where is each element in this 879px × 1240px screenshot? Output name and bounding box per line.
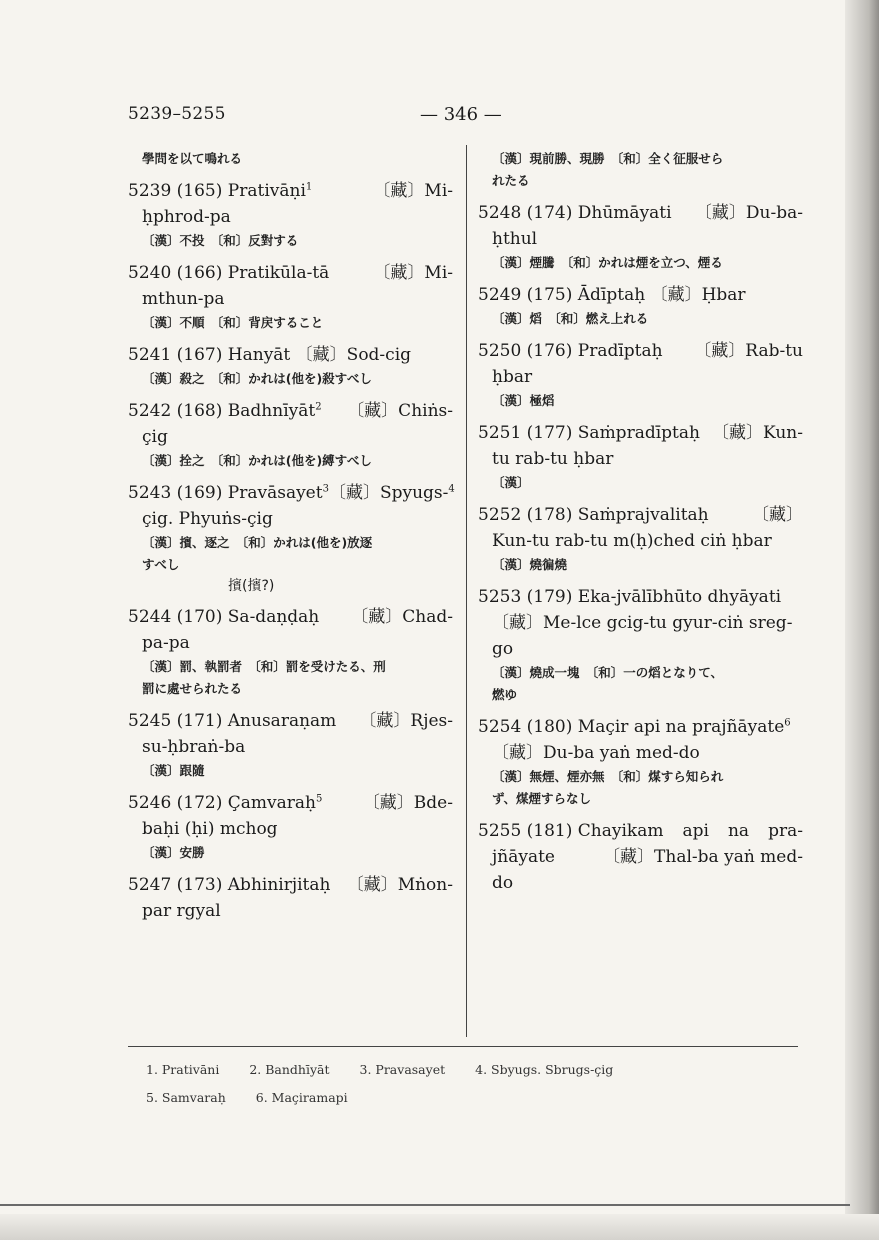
headword-word: na	[727, 821, 750, 841]
tibetan-text: Kun-tu rab-tu m(ḥ)ched ciṅ ḥbar	[492, 531, 772, 551]
tibetan-label: 〔藏〕Mṅon-	[346, 875, 453, 895]
tibetan-label: 〔藏〕Chad-	[351, 607, 453, 627]
jp-text: 〔漢〕極熖	[492, 393, 555, 408]
jp-text: すべし	[142, 557, 180, 572]
entry-5251	[478, 420, 806, 494]
entry-5254	[478, 714, 806, 810]
jp-text: 〔漢〕罰、執罰者 〔和〕罰を受けたる、刑	[142, 659, 386, 674]
footnote: 1. Prativāni	[146, 1062, 220, 1077]
headword: 5242 (168) Badhnīyāt	[128, 401, 316, 421]
tibetan-text: go	[492, 639, 514, 659]
footnote-ref: 4	[448, 483, 455, 495]
tibetan-text: ḥbar	[492, 367, 533, 387]
entry-5239	[128, 178, 456, 252]
headword-word: pra-	[768, 821, 803, 841]
tibetan-label: 〔藏〕Chiṅs-	[347, 401, 453, 421]
handwritten-note: 擯(擯?)	[228, 578, 275, 594]
page-edge-shadow	[845, 0, 879, 1240]
jp-text: 〔漢〕熖 〔和〕燃え上れる	[492, 311, 649, 326]
tibetan-text: par rgyal	[142, 901, 221, 921]
jp-text: 〔漢〕	[492, 475, 530, 490]
headword: 5250 (176) Pradīptaḥ	[478, 341, 663, 361]
footnote: 4. Sbyugs. Sbrugs-çig	[475, 1062, 614, 1077]
tibetan-label: 〔藏〕Spyugs-	[328, 483, 449, 503]
headword: 5251 (177) Saṁpradīptaḥ	[478, 423, 700, 443]
footnote-ref: 5	[316, 793, 323, 805]
entry-range-header: 5239–5255	[128, 104, 226, 124]
jp-text: 〔漢〕不順 〔和〕背戻すること	[142, 315, 324, 330]
page-number: — 346 —	[420, 104, 502, 125]
footnote-ref: 1	[305, 181, 313, 193]
headword: 5246 (172) Çamvaraḥ	[128, 793, 316, 813]
tibetan-label: 〔藏〕Mi-	[373, 263, 453, 283]
tibetan-text: çig. Phyuṅs-çig	[142, 509, 273, 529]
entry-5255	[478, 818, 806, 896]
tibetan-text: do	[492, 873, 514, 893]
entry-5247	[128, 872, 456, 924]
headword: 5244 (170) Sa-daṇḍaḥ	[128, 607, 320, 627]
footnote-ref: 2	[315, 401, 322, 413]
headword-cont: jñāyate	[492, 847, 555, 867]
headword: 5248 (174) Dhūmāyati	[478, 203, 672, 223]
entry-5240	[128, 260, 456, 334]
tibetan-label: 〔藏〕Du-ba-	[694, 203, 803, 223]
entry-5246	[128, 790, 456, 864]
footnote: 2. Bandhīyāt	[249, 1062, 330, 1077]
headword: 5243 (169) Pravāsayet	[128, 483, 323, 503]
tibetan-text: ḥthul	[492, 229, 538, 249]
jp-text: 燃ゆ	[492, 687, 518, 702]
tibetan-text: baḥi (ḥi) mchog	[142, 819, 278, 839]
tibetan-text: 〔藏〕Me-lce gcig-tu gyur-ciṅ sreg-	[492, 613, 793, 633]
entry-5245	[128, 708, 456, 782]
jp-text: 罰に處せられたる	[142, 681, 243, 696]
right-column	[478, 148, 806, 904]
jp-text: 〔漢〕燒成一塊 〔和〕一の熖となりて、	[492, 665, 724, 680]
entry-5248	[478, 200, 806, 274]
footnote: 5. Samvaraḥ	[146, 1090, 226, 1105]
tibetan-label: 〔藏〕Kun-	[712, 423, 803, 443]
entry-5249	[478, 282, 806, 330]
jp-text: 〔漢〕殺之 〔和〕かれは(他を)殺すべし	[142, 371, 372, 386]
footnotes	[146, 1056, 613, 1112]
jp-text: 〔漢〕拴之 〔和〕かれは(他を)縛すべし	[142, 453, 372, 468]
tibetan-text: tu rab-tu ḥbar	[492, 449, 614, 469]
tibetan-text: mthun-pa	[142, 289, 225, 309]
headword: 5253 (179) Eka-jvālībhūto dhyāyati	[478, 587, 782, 607]
footnote-ref: 3	[322, 483, 329, 495]
tibetan-text: pa-pa	[142, 633, 190, 653]
entry-5250	[478, 338, 806, 412]
footnote-row	[146, 1084, 613, 1112]
tibetan-label: 〔藏〕Rab-tu	[694, 341, 803, 361]
column-divider	[466, 145, 467, 1037]
left-column	[128, 148, 456, 932]
jp-text: 〔漢〕安勝	[142, 845, 205, 860]
headword: 5240 (166) Pratikūla-tā	[128, 263, 330, 283]
jp-text: ず、煤煙すらなし	[492, 791, 592, 806]
tibetan-text: ḥphrod-pa	[142, 207, 231, 227]
jp-text: 〔漢〕燒徧燒	[492, 557, 568, 572]
tibetan-label: 〔藏〕	[752, 505, 803, 525]
footnote: 6. Maçiramapi	[255, 1090, 348, 1105]
footnote-ref: 6	[784, 717, 791, 729]
headword: 5241 (167) Hanyāt 〔藏〕Sod-cig	[128, 345, 412, 365]
tibetan-text: 〔藏〕Du-ba yaṅ med-do	[492, 743, 700, 763]
tibetan-text: su-ḥbraṅ-ba	[142, 737, 246, 757]
entry-5244	[128, 604, 456, 700]
entry-5253	[478, 584, 806, 706]
jp-text: 〔漢〕無煙、煙亦無 〔和〕煤すら知られ	[492, 769, 724, 784]
headword: 5247 (173) Abhinirjitaḥ	[128, 875, 331, 895]
footnote-rule	[128, 1046, 798, 1047]
headword: 5245 (171) Anusaraṇam	[128, 711, 337, 731]
headword: 5255 (181) Chayikam	[478, 821, 664, 841]
tibetan-label: 〔藏〕Bde-	[362, 793, 453, 813]
headword: 5239 (165) Prativāṇi	[128, 181, 306, 201]
entry-5243	[128, 480, 456, 596]
entry-5252	[478, 502, 806, 576]
jp-text: 〔漢〕擯、逐之 〔和〕かれは(他を)放逐	[142, 535, 373, 550]
jp-text: 〔漢〕跟隨	[142, 763, 205, 778]
tibetan-text: 〔藏〕Thal-ba yaṅ med-	[603, 847, 803, 867]
entry-5241	[128, 342, 456, 390]
continuation-entry	[128, 148, 456, 170]
tibetan-label: 〔藏〕Mi-	[373, 181, 453, 201]
footnote-row	[146, 1056, 613, 1084]
footnote: 3. Pravasayet	[359, 1062, 446, 1077]
jp-text: れたる	[492, 173, 530, 188]
jp-text: 〔漢〕不投 〔和〕反對する	[142, 233, 299, 248]
tibetan-text: çig	[142, 427, 168, 447]
jp-text: 〔漢〕煙騰 〔和〕かれは煙を立つ、煙る	[492, 255, 723, 270]
page-bottom-edge	[0, 1214, 879, 1240]
jp-text: 〔漢〕現前勝、現勝 〔和〕全く征服せら	[492, 151, 724, 166]
headword: 5249 (175) Ādīptaḥ 〔藏〕Ḥbar	[478, 285, 746, 305]
headword: 5254 (180) Maçir api na prajñāyate	[478, 717, 785, 737]
tibetan-label: 〔藏〕Rjes-	[359, 711, 453, 731]
headword: 5252 (178) Saṁprajvalitaḥ	[478, 505, 709, 525]
jp-text: 學問を以て鳴れる	[142, 151, 243, 166]
continuation-entry	[478, 148, 806, 192]
headword-word: api	[682, 821, 709, 841]
entry-5242	[128, 398, 456, 472]
bottom-rule	[0, 1204, 850, 1206]
